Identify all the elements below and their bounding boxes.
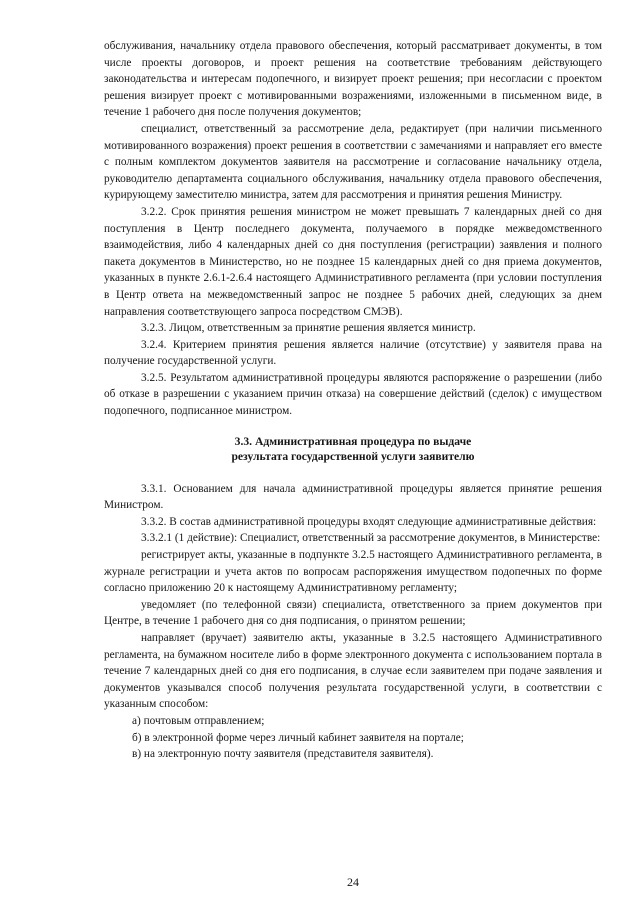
paragraph: обслуживания, начальнику отдела правового обеспечения, который рассматривает документы, в том числе проекты договоров, и проект решения на соответствие требованиям действующего законодательства и интересам подопечного, и визирует проект решения; при несогласии с проектом решения визирует проект с мотивированными возражениями, изложенными в письменном виде, в течение 1 рабочего дня после получения документов; bbox=[104, 40, 602, 119]
paragraph: 3.2.5. Результатом административной процедуры являются распоряжение о разрешении (либо об отказе в разрешении с указанием причин отказа) на совершение действий (сделок) с имуществом подопечного, подписанное министром. bbox=[104, 371, 602, 418]
paragraph: 3.2.3. Лицом, ответственным за принятие решения является министр. bbox=[141, 322, 476, 335]
section-heading bbox=[104, 434, 602, 465]
paragraph: 3.3.2. В состав административной процедуры входят следующие административные действия: bbox=[141, 515, 597, 528]
list-item: в) на электронную почту заявителя (представителя заявителя). bbox=[132, 748, 434, 761]
list-item: а) почтовым отправлением; bbox=[132, 714, 265, 727]
section-heading-line: результата государственной услуги заявителю bbox=[231, 450, 475, 464]
section-heading-line: 3.3. Административная процедура по выдаче bbox=[234, 434, 472, 448]
paragraph: 3.2.4. Критерием принятия решения является наличие (отсутствие) у заявителя права на получение государственной услуги. bbox=[104, 338, 602, 368]
paragraph: специалист, ответственный за рассмотрение дела, редактирует (при наличии письменного мотивированного возражения) проект решения в соответствии с замечаниями и направляет его вместе с полным комплектом документов заявителя на рассмотрение и согласование начальнику отдела, руководителю департамента социального обслуживания, начальнику отдела правового обеспечения, курирующему заместителю министра, затем для рассмотрения и принятия решения Министру. bbox=[104, 122, 602, 202]
paragraph: 3.3.2.1 (1 действие): Специалист, ответственный за рассмотрение документов, в Министерстве: bbox=[141, 532, 601, 545]
paragraph: 3.3.1. Основанием для начала административной процедуры является принятие решения Министром. bbox=[104, 482, 602, 512]
paragraph: уведомляет (по телефонной связи) специалиста, ответственного за прием документов при Центре, в течение 1 рабочего дня со дня подписания, о принятом решении; bbox=[104, 598, 602, 628]
paragraph: направляет (вручает) заявителю акты, указанные в 3.2.5 настоящего Административного регламента, на бумажном носителе либо в форме электронного документа с использованием портала в течение 7 календарных дней со дня его подписания, в случае если заявителем при подаче заявления и документов указывался способ получения результата государственной услуги, в соответствии с указанным способом: bbox=[104, 632, 602, 711]
paragraph: регистрирует акты, указанные в подпункте 3.2.5 настоящего Административного регламента, в журнале регистрации и учета актов по вопросам распоряжения имуществом подопечных по форме согласно приложению 20 к настоящему Административному регламенту; bbox=[104, 549, 602, 595]
paragraph: 3.2.2. Срок принятия решения министром не может превышать 7 календарных дней со дня поступления в Центр последнего документа, получаемого в порядке межведомственного взаимодействия, либо 4 календарных дней со дня поступления (регистрации) заявления и полного пакета документов в Министерство, но не позднее 15 календарных дней со дня приема документов, указанных в пункте 2.6.1-2.6.4 настоящего Административного регламента (при условии поступления в Центр ответа на межведомственный запрос не позднее 5 рабочих дней, следующих за днем направления соответствующего запроса посредством СМЭВ). bbox=[104, 205, 602, 318]
page-number: 24 bbox=[347, 875, 359, 889]
list-item: б) в электронной форме через личный кабинет заявителя на портале; bbox=[132, 731, 464, 744]
